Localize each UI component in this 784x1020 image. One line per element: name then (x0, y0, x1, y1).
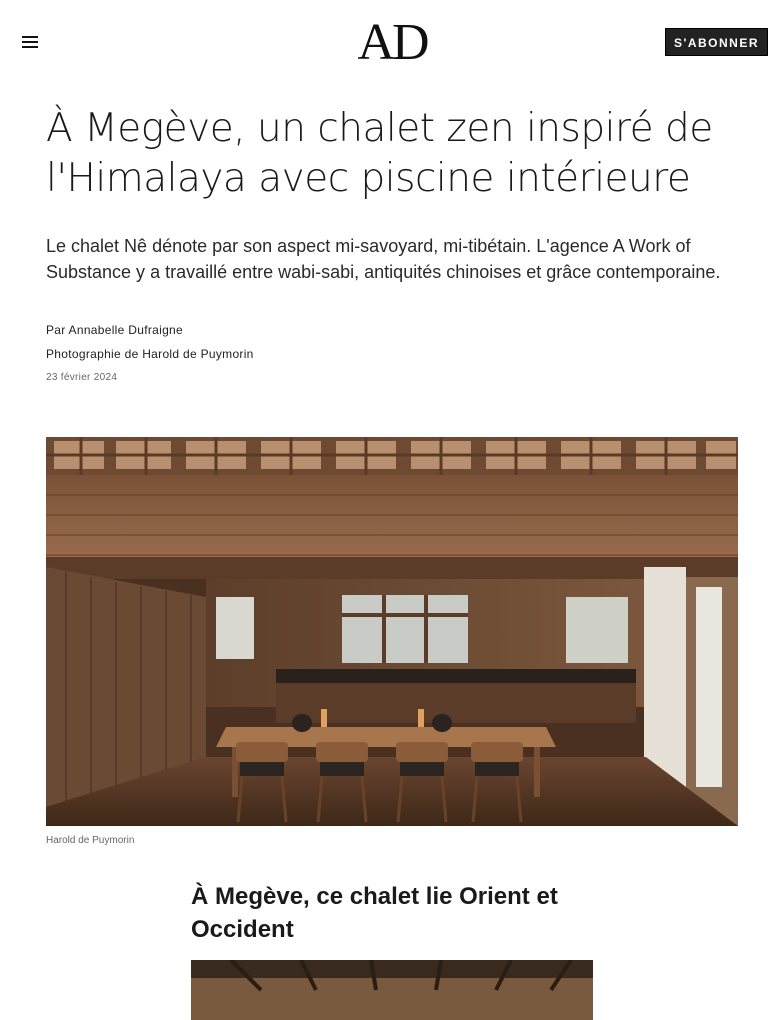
site-logo[interactable]: AD (357, 14, 427, 71)
publish-date: 23 février 2024 (46, 372, 118, 383)
article-title: À Megève, un chalet zen inspiré de l'Himalaya avec piscine intérieure (46, 106, 713, 201)
subscribe-button[interactable]: S'ABONNER (665, 28, 768, 56)
site-header (0, 0, 784, 86)
hero-caption: Harold de Puymorin (46, 835, 135, 846)
chalet-interior-photo (191, 960, 593, 1020)
author-credit[interactable]: Par Annabelle Dufraigne (46, 323, 183, 337)
hero-image (46, 437, 738, 826)
section-heading: À Megève, ce chalet lie Orient et Occident (191, 883, 558, 943)
article-dek: Le chalet Nê dénote par son aspect mi-savoyard, mi-tibétain. L'agence A Work of Substance y a travaillé entre wabi-sabi, antiquités chinoises et grâce contemporaine. (46, 236, 721, 282)
chalet-dining-room-photo (46, 437, 738, 826)
section-image (191, 960, 593, 1020)
photographer-credit: Photographie de Harold de Puymorin (46, 347, 254, 361)
byline (46, 322, 254, 394)
